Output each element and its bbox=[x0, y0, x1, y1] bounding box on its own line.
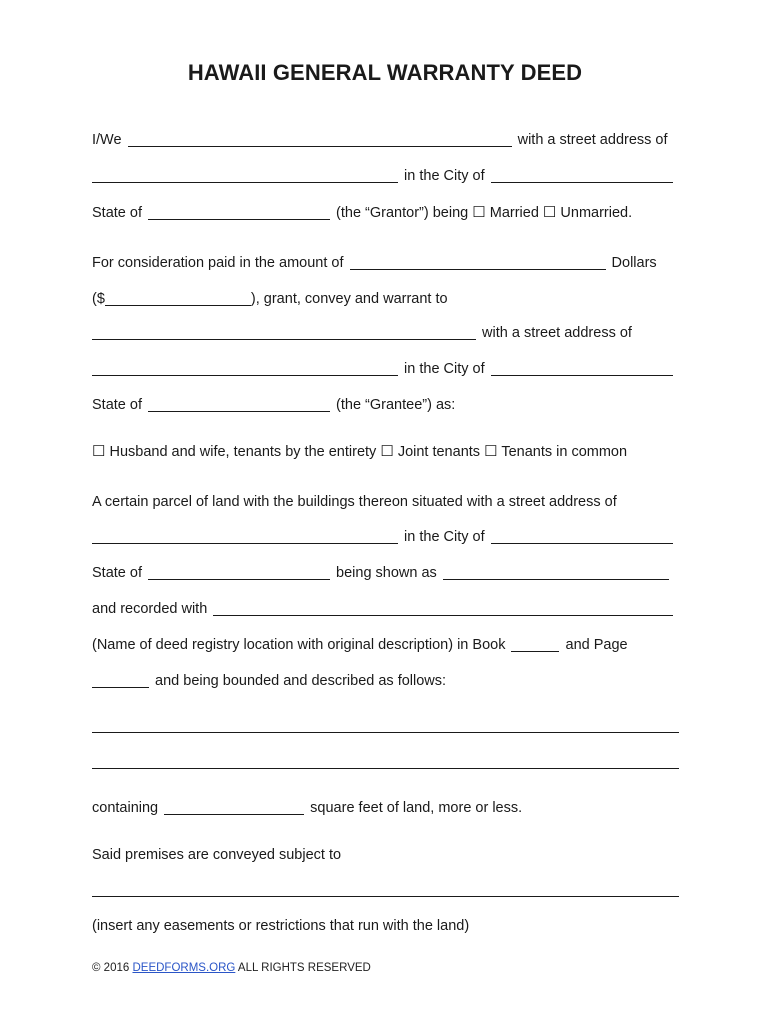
label-street-address-2: with a street address of bbox=[482, 325, 632, 341]
joint-tenants-checkbox[interactable]: ☐ bbox=[380, 443, 394, 460]
description-field-1[interactable] bbox=[92, 732, 679, 733]
grantee-name-field[interactable] bbox=[92, 325, 476, 340]
grantee-street-field[interactable] bbox=[92, 361, 398, 376]
label-unmarried: Unmarried. bbox=[560, 205, 633, 221]
description-field-2[interactable] bbox=[92, 768, 679, 769]
subject-to-line bbox=[92, 846, 341, 864]
label-joint-tenants: Joint tenants bbox=[397, 444, 481, 460]
label-registry: (Name of deed registry location with original description) in Book bbox=[92, 637, 506, 653]
recorded-line bbox=[92, 600, 675, 618]
label-square-feet: square feet of land, more or less. bbox=[310, 800, 523, 816]
label-state: State of bbox=[92, 205, 142, 221]
label-easements: (insert any easements or restrictions that run with the land) bbox=[92, 918, 470, 934]
label-entirety: Husband and wife, tenants by the entirety bbox=[109, 444, 377, 460]
grantee-state-line bbox=[92, 396, 455, 414]
consideration-line bbox=[92, 254, 657, 272]
easements-field[interactable] bbox=[92, 896, 679, 897]
parcel-address-line bbox=[92, 528, 675, 546]
tenants-common-checkbox[interactable]: ☐ bbox=[484, 443, 498, 460]
shown-as-field[interactable] bbox=[443, 565, 669, 580]
label-city-3: in the City of bbox=[404, 529, 485, 545]
footer-link[interactable]: DEEDFORMS.ORG bbox=[132, 962, 236, 974]
parcel-city-field[interactable] bbox=[491, 529, 673, 544]
married-checkbox[interactable]: ☐ bbox=[472, 204, 486, 221]
footer bbox=[92, 962, 371, 974]
bounded-line bbox=[92, 672, 446, 690]
grantee-city-field[interactable] bbox=[491, 361, 673, 376]
page-field[interactable] bbox=[92, 673, 149, 688]
consideration-amount-field[interactable] bbox=[105, 291, 251, 306]
grantor-address-line bbox=[92, 167, 675, 185]
label-bounded: and being bounded and described as follows: bbox=[155, 673, 447, 689]
book-page-line bbox=[92, 636, 628, 654]
label-parcel: A certain parcel of land with the buildings thereon situated with a street address of bbox=[92, 494, 617, 510]
label-page: and Page bbox=[565, 637, 628, 653]
grantor-city-field[interactable] bbox=[491, 168, 673, 183]
footer-copyright: © 2016 bbox=[92, 962, 130, 974]
grantee-state-field[interactable] bbox=[148, 397, 330, 412]
label-city: in the City of bbox=[404, 168, 485, 184]
consideration-amount-line bbox=[92, 290, 448, 308]
label-i-we: I/We bbox=[92, 132, 122, 148]
easements-note-line bbox=[92, 917, 469, 935]
grantor-street-field[interactable] bbox=[92, 168, 398, 183]
entirety-checkbox[interactable]: ☐ bbox=[92, 443, 106, 460]
label-street-address: with a street address of bbox=[517, 132, 668, 148]
containing-line bbox=[92, 799, 522, 817]
square-feet-field[interactable] bbox=[164, 800, 304, 815]
page-title: HAWAII GENERAL WARRANTY DEED bbox=[187, 60, 583, 85]
unmarried-checkbox[interactable]: ☐ bbox=[542, 204, 557, 221]
label-recorded: and recorded with bbox=[92, 601, 208, 617]
label-state-3: State of bbox=[92, 565, 142, 581]
grantor-name-line bbox=[92, 131, 668, 149]
label-grant-convey: ), grant, convey and warrant to bbox=[250, 291, 448, 307]
parcel-street-field[interactable] bbox=[92, 529, 398, 544]
grantor-name-field[interactable] bbox=[128, 132, 512, 147]
tenancy-line bbox=[92, 443, 627, 461]
parcel-line bbox=[92, 493, 617, 511]
label-city-2: in the City of bbox=[404, 361, 485, 377]
parcel-state-field[interactable] bbox=[148, 565, 330, 580]
book-field[interactable] bbox=[511, 637, 559, 652]
grantee-address-line bbox=[92, 360, 675, 378]
label-grantee: (the “Grantee”) as: bbox=[336, 397, 456, 413]
label-married: Married bbox=[489, 205, 539, 221]
label-shown-as: being shown as bbox=[336, 565, 437, 581]
parcel-state-line bbox=[92, 564, 671, 582]
grantor-state-line bbox=[92, 204, 632, 222]
label-tenants-common: Tenants in common bbox=[501, 444, 628, 460]
footer-rights: ALL RIGHTS RESERVED bbox=[237, 962, 371, 974]
label-dollars: Dollars bbox=[611, 255, 657, 271]
grantee-name-line bbox=[92, 324, 632, 342]
grantor-state-field[interactable] bbox=[148, 205, 330, 220]
label-containing: containing bbox=[92, 800, 159, 816]
label-state-2: State of bbox=[92, 397, 142, 413]
label-consideration: For consideration paid in the amount of bbox=[92, 255, 344, 271]
label-grantor: (the “Grantor”) being bbox=[336, 205, 469, 221]
label-dollar-open: ($ bbox=[92, 291, 105, 307]
consideration-words-field[interactable] bbox=[350, 255, 606, 270]
label-subject-to: Said premises are conveyed subject to bbox=[92, 847, 342, 863]
recorded-with-field[interactable] bbox=[213, 601, 673, 616]
